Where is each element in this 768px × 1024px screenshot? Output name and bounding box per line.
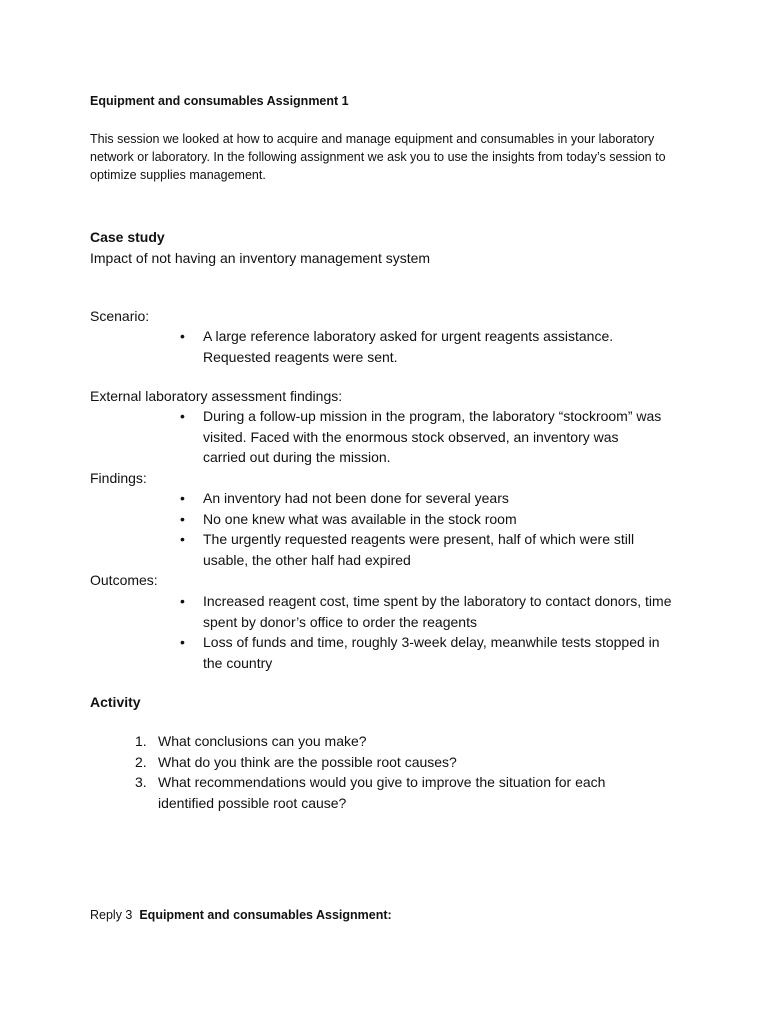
list-item: • No one knew what was available in the stock room bbox=[180, 509, 675, 530]
item-text: What do you think are the possible root causes? bbox=[158, 753, 457, 770]
findings-label: Findings: bbox=[90, 470, 147, 486]
list-item: • An inventory had not been done for several years bbox=[180, 488, 675, 509]
item-text: What recommendations would you give to improve the situation for each identified possible root cause? bbox=[158, 774, 606, 811]
outcomes-label: Outcomes: bbox=[90, 572, 158, 588]
document-title: Equipment and consumables Assignment 1 bbox=[90, 94, 349, 108]
list-item: • Loss of funds and time, roughly 3-week delay, meanwhile tests stopped in the country bbox=[180, 632, 680, 673]
activity-heading: Activity bbox=[90, 694, 141, 710]
list-item bbox=[135, 731, 645, 752]
item-number: 1. bbox=[135, 733, 147, 749]
list-item: • Increased reagent cost, time spent by the laboratory to contact donors, time spent by donor’s office to order the reagents bbox=[180, 591, 680, 632]
reply-line bbox=[90, 906, 392, 924]
findings-list bbox=[180, 488, 675, 570]
reply-title: Equipment and consumables Assignment: bbox=[139, 908, 392, 922]
intro-paragraph: This session we looked at how to acquire and manage equipment and consumables in your laboratory network or laboratory. In the following assignment we ask you to use the insights from today’s session to optimize supplies management. bbox=[90, 132, 666, 182]
outcomes-list bbox=[180, 591, 680, 673]
item-number: 3. bbox=[135, 774, 147, 790]
list-item: • A large reference laboratory asked for urgent reagents assistance. Requested reagents were sent. bbox=[180, 326, 660, 367]
scenario-list bbox=[180, 326, 660, 367]
case-study-heading: Case study bbox=[90, 229, 165, 245]
external-findings-label: External laboratory assessment findings: bbox=[90, 388, 343, 404]
item-text: What conclusions can you make? bbox=[158, 733, 367, 749]
list-item bbox=[135, 752, 645, 773]
list-item bbox=[135, 772, 645, 813]
case-study-subtitle: Impact of not having an inventory management system bbox=[90, 250, 431, 266]
list-item: • The urgently requested reagents were present, half of which were still usable, the other half had expired bbox=[180, 529, 675, 570]
scenario-label: Scenario: bbox=[90, 308, 150, 324]
item-number: 2. bbox=[135, 753, 147, 770]
reply-prefix: Reply 3 bbox=[90, 908, 133, 922]
list-item: • During a follow-up mission in the program, the laboratory “stockroom” was visited. Faced with the enormous stock observed, an inventory was carried out during the mission. bbox=[180, 406, 665, 468]
external-findings-list bbox=[180, 406, 665, 468]
activity-questions bbox=[135, 731, 645, 813]
